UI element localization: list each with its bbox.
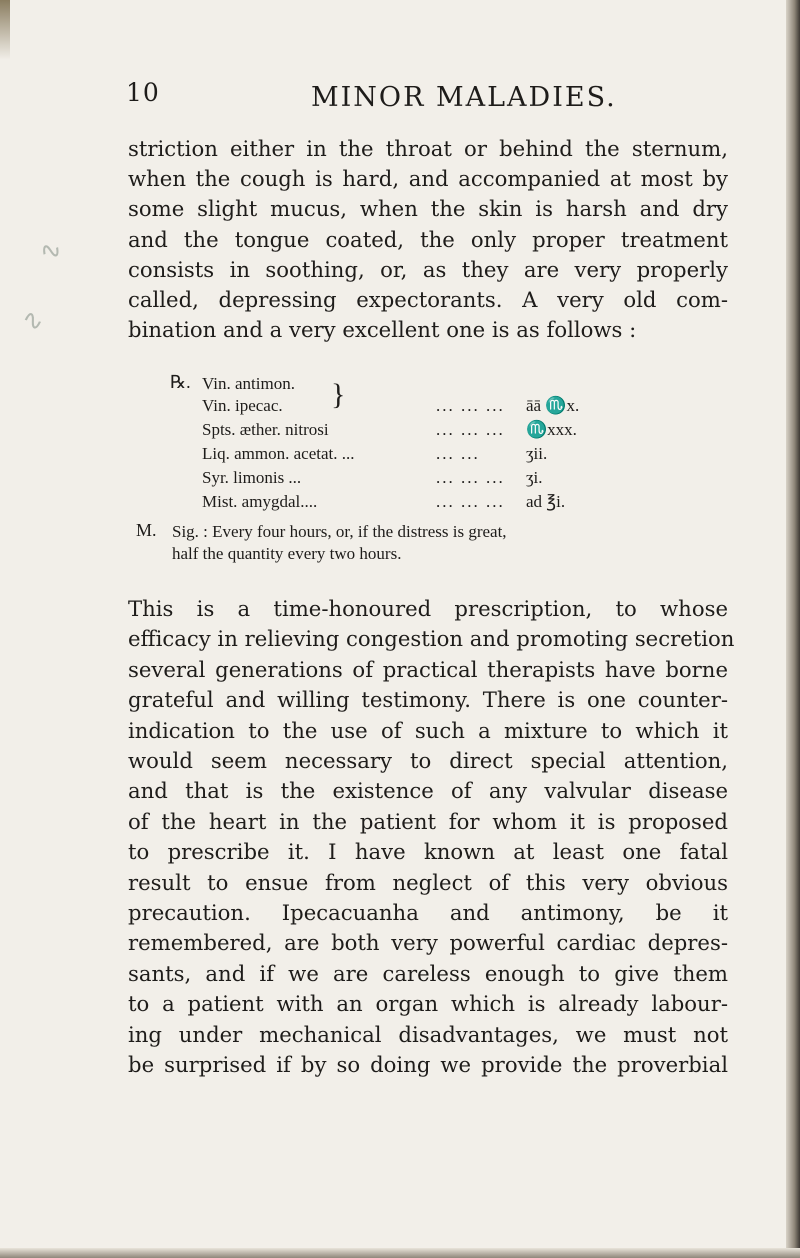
page-binding-shadow bbox=[0, 0, 10, 60]
text-line: bination and a very excellent one is as follows : bbox=[128, 317, 637, 343]
text-line: and the tongue coated, the only proper treatment bbox=[128, 226, 728, 252]
mix-label: M. bbox=[136, 520, 157, 540]
text-line: This is a time-honoured prescription, to whose bbox=[128, 596, 728, 621]
text-line: striction either in the throat or behind the sternum, bbox=[128, 136, 728, 161]
text-line: grateful and willing testimony. There is one counter- bbox=[128, 687, 728, 713]
leader-dots: ... ... ... bbox=[436, 468, 505, 487]
page-header bbox=[126, 78, 726, 118]
text-line: several generations of practical therapists have borne bbox=[128, 656, 728, 682]
page-bottom-edge bbox=[0, 1248, 800, 1258]
text-line: consists in soothing, or, as they are very properly bbox=[128, 256, 728, 282]
text-line: indication to the use of such a mixture to which it bbox=[128, 717, 728, 743]
page-number: 10 bbox=[126, 78, 160, 107]
ingredient: Syr. limonis ... bbox=[202, 468, 302, 487]
text-line: be surprised if by so doing we provide the proverbial bbox=[128, 1052, 728, 1078]
sig-line: half the quantity every two hours. bbox=[172, 544, 402, 563]
text-line: result to ensue from neglect of this very obvious bbox=[128, 869, 728, 895]
text-line: called, depressing expectorants. A very old com- bbox=[128, 287, 728, 313]
leader-dots: ... ... bbox=[436, 444, 480, 463]
ingredient: Mist. amygdal.... bbox=[202, 492, 318, 511]
leader-dots: ... ... ... bbox=[436, 492, 505, 511]
quantity: ♏xxx. bbox=[526, 420, 577, 439]
text-line: to prescribe it. I have known at least one fatal bbox=[128, 839, 728, 865]
leader-dots: ... ... ... bbox=[436, 396, 505, 415]
text-line: would seem necessary to direct special attention, bbox=[128, 748, 728, 774]
text-line: when the cough is hard, and accompanied at most by bbox=[128, 166, 728, 192]
text-line: ing under mechanical disadvantages, we must not bbox=[128, 1021, 728, 1047]
leader-dots: ... ... ... bbox=[436, 420, 505, 439]
running-title: MINOR MALADIES. bbox=[311, 82, 617, 113]
sig-line: Sig. : Every four hours, or, if the distress is great, bbox=[172, 522, 507, 541]
recipe-symbol: ℞. bbox=[170, 372, 191, 392]
signature-instructions bbox=[136, 520, 696, 570]
paragraph-2 bbox=[128, 594, 735, 1081]
paragraph-1 bbox=[128, 134, 728, 345]
text-line: remembered, are both very powerful cardiac depres- bbox=[128, 930, 728, 956]
page-edge-shadow bbox=[786, 0, 800, 1258]
text-line: precaution. Ipecacuanha and antimony, be it bbox=[128, 900, 728, 926]
text-line: efficacy in relieving congestion and promoting secretion bbox=[128, 626, 735, 652]
ingredient: Liq. ammon. acetat. ... bbox=[202, 444, 355, 463]
prescription-row bbox=[136, 420, 696, 442]
quantity: ʒii. bbox=[526, 444, 548, 463]
quantity: ʒi. bbox=[526, 468, 543, 487]
ingredient: Spts. æther. nitrosi bbox=[202, 420, 329, 439]
brace-icon: } bbox=[331, 378, 346, 411]
margin-scribble: ∿ bbox=[35, 233, 67, 269]
quantity: ad ℥i. bbox=[526, 492, 566, 511]
prescription-row bbox=[136, 444, 696, 466]
text-line: and that is the existence of any valvular disease bbox=[128, 778, 728, 804]
quantity: āā ♏x. bbox=[526, 396, 580, 415]
text-line: some slight mucus, when the skin is harsh and dry bbox=[128, 196, 728, 222]
prescription-row bbox=[136, 492, 696, 514]
margin-scribble: ∿ bbox=[18, 303, 48, 339]
text-line: sants, and if we are careless enough to give them bbox=[128, 960, 728, 986]
text-line: of the heart in the patient for whom it is proposed bbox=[128, 808, 728, 834]
prescription-row bbox=[136, 468, 696, 490]
prescription-row bbox=[136, 396, 696, 418]
ingredient: Vin. antimon. bbox=[202, 374, 295, 393]
ingredient: Vin. ipecac. bbox=[202, 396, 283, 415]
text-line: to a patient with an organ which is already labour- bbox=[128, 991, 728, 1017]
